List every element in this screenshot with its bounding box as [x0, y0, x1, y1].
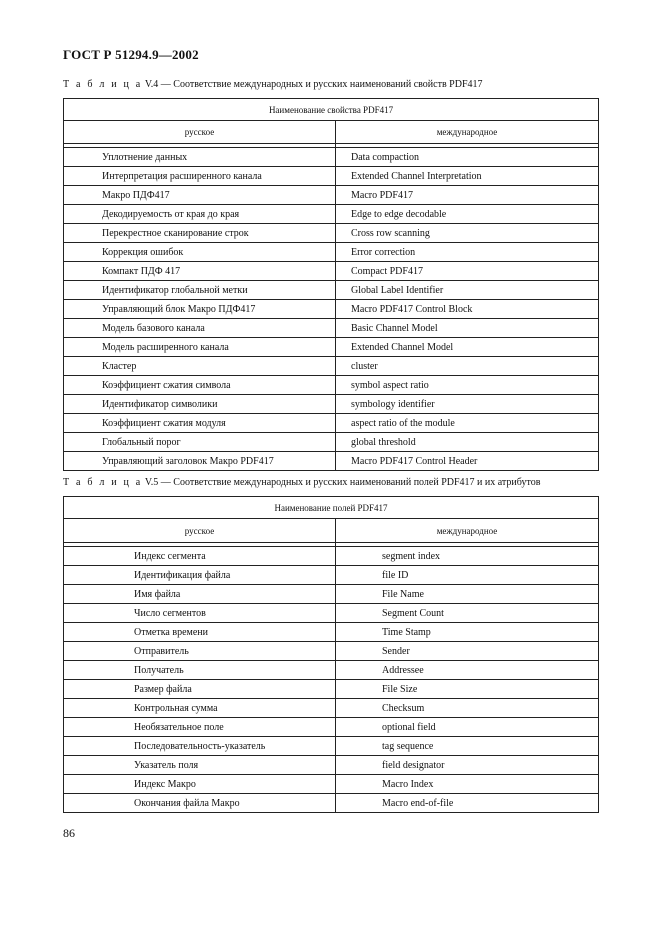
page-number: 86: [63, 826, 75, 840]
table-row: [64, 224, 599, 243]
table-row: [64, 300, 599, 319]
table-row: [64, 452, 599, 471]
russian-name-cell: Индекс сегмента: [64, 547, 336, 566]
russian-name-cell: Отправитель: [64, 642, 336, 661]
table-row: [64, 737, 599, 756]
russian-name-cell: Индекс Макро: [64, 775, 336, 794]
russian-name-cell: Идентификация файла: [64, 566, 336, 585]
russian-name-cell: Размер файла: [64, 680, 336, 699]
international-name-cell: tag sequence: [336, 737, 599, 756]
russian-name-cell: Перекрестное сканирование строк: [64, 224, 336, 243]
international-name-cell: symbology identifier: [336, 395, 599, 414]
table-row: [64, 395, 599, 414]
international-name-cell: Time Stamp: [336, 623, 599, 642]
international-name-cell: cluster: [336, 357, 599, 376]
russian-name-cell: Указатель поля: [64, 756, 336, 775]
table-v4-caption-prefix: Т а б л и ц а: [63, 79, 143, 90]
russian-name-cell: Кластер: [64, 357, 336, 376]
international-name-cell: File Name: [336, 585, 599, 604]
table-row: [64, 718, 599, 737]
table-row: [64, 281, 599, 300]
table-v5: [63, 496, 599, 813]
russian-name-cell: Управляющий блок Макро ПДФ417: [64, 300, 336, 319]
table-row: [64, 642, 599, 661]
russian-name-cell: Идентификатор глобальной метки: [64, 281, 336, 300]
table-v5-caption: [63, 477, 540, 488]
russian-name-cell: Окончания файла Макро: [64, 794, 336, 813]
table-v4-caption-text: V.4 — Соответствие международных и русских наименований свойств PDF417: [142, 79, 483, 90]
international-name-cell: Macro Index: [336, 775, 599, 794]
international-name-cell: Checksum: [336, 699, 599, 718]
russian-name-cell: Управляющий заголовок Макро PDF417: [64, 452, 336, 471]
table-row: [64, 357, 599, 376]
table-v5-body: [64, 547, 599, 813]
table-v4: [63, 98, 599, 471]
russian-name-cell: Контрольная сумма: [64, 699, 336, 718]
russian-name-cell: Имя файла: [64, 585, 336, 604]
table-row: [64, 661, 599, 680]
international-name-cell: Error correction: [336, 243, 599, 262]
international-name-cell: Extended Channel Model: [336, 338, 599, 357]
international-name-cell: Segment Count: [336, 604, 599, 623]
international-name-cell: Macro PDF417: [336, 186, 599, 205]
table-row: [64, 167, 599, 186]
international-name-cell: global threshold: [336, 433, 599, 452]
international-name-cell: Compact PDF417: [336, 262, 599, 281]
table-v5-group-header: Наименование полей PDF417: [64, 497, 599, 519]
table-row: [64, 433, 599, 452]
table-row: [64, 680, 599, 699]
russian-name-cell: Последовательность-указатель: [64, 737, 336, 756]
russian-name-cell: Коэффициент сжатия модуля: [64, 414, 336, 433]
table-row: [64, 756, 599, 775]
table-row: [64, 376, 599, 395]
table-row: [64, 775, 599, 794]
table-row: [64, 262, 599, 281]
international-name-cell: Extended Channel Interpretation: [336, 167, 599, 186]
table-v5-col-intl-header: международное: [336, 519, 599, 543]
table-row: [64, 699, 599, 718]
document-code: ГОСТ Р 51294.9—2002: [63, 47, 199, 62]
table-row: [64, 205, 599, 224]
table-row: [64, 623, 599, 642]
russian-name-cell: Идентификатор символики: [64, 395, 336, 414]
international-name-cell: Data compaction: [336, 148, 599, 167]
international-name-cell: symbol aspect ratio: [336, 376, 599, 395]
russian-name-cell: Декодируемость от края до края: [64, 205, 336, 224]
international-name-cell: Edge to edge decodable: [336, 205, 599, 224]
table-row: [64, 148, 599, 167]
international-name-cell: Global Label Identifier: [336, 281, 599, 300]
table-v4-group-header: Наименование свойства PDF417: [64, 99, 599, 121]
table-v5-caption-prefix: Т а б л и ц а: [63, 477, 143, 488]
table-row: [64, 414, 599, 433]
table-row: [64, 566, 599, 585]
table-row: [64, 604, 599, 623]
international-name-cell: aspect ratio of the module: [336, 414, 599, 433]
russian-name-cell: Получатель: [64, 661, 336, 680]
russian-name-cell: Глобальный порог: [64, 433, 336, 452]
international-name-cell: optional field: [336, 718, 599, 737]
international-name-cell: File Size: [336, 680, 599, 699]
russian-name-cell: Уплотнение данных: [64, 148, 336, 167]
table-v4-col-intl-header: международное: [336, 121, 599, 144]
table-row: [64, 547, 599, 566]
table-row: [64, 243, 599, 262]
international-name-cell: Macro end-of-file: [336, 794, 599, 813]
table-v4-col-ru-header: русское: [64, 121, 336, 144]
table-v5-col-ru-header: русское: [64, 519, 336, 543]
russian-name-cell: Интерпретация расширенного канала: [64, 167, 336, 186]
international-name-cell: Macro PDF417 Control Block: [336, 300, 599, 319]
international-name-cell: Sender: [336, 642, 599, 661]
table-row: [64, 794, 599, 813]
international-name-cell: Macro PDF417 Control Header: [336, 452, 599, 471]
russian-name-cell: Коррекция ошибок: [64, 243, 336, 262]
international-name-cell: Cross row scanning: [336, 224, 599, 243]
international-name-cell: Basic Channel Model: [336, 319, 599, 338]
table-v4-body: [64, 148, 599, 471]
table-row: [64, 338, 599, 357]
table-row: [64, 319, 599, 338]
russian-name-cell: Модель расширенного канала: [64, 338, 336, 357]
table-v4-caption: [63, 79, 483, 90]
russian-name-cell: Макро ПДФ417: [64, 186, 336, 205]
russian-name-cell: Модель базового канала: [64, 319, 336, 338]
russian-name-cell: Необязательное поле: [64, 718, 336, 737]
russian-name-cell: Отметка времени: [64, 623, 336, 642]
table-v5-caption-text: V.5 — Соответствие международных и русских наименований полей PDF417 и их атрибутов: [142, 477, 541, 488]
russian-name-cell: Компакт ПДФ 417: [64, 262, 336, 281]
table-row: [64, 585, 599, 604]
international-name-cell: segment index: [336, 547, 599, 566]
international-name-cell: field designator: [336, 756, 599, 775]
russian-name-cell: Число сегментов: [64, 604, 336, 623]
table-row: [64, 186, 599, 205]
russian-name-cell: Коэффициент сжатия символа: [64, 376, 336, 395]
international-name-cell: Addressee: [336, 661, 599, 680]
international-name-cell: file ID: [336, 566, 599, 585]
